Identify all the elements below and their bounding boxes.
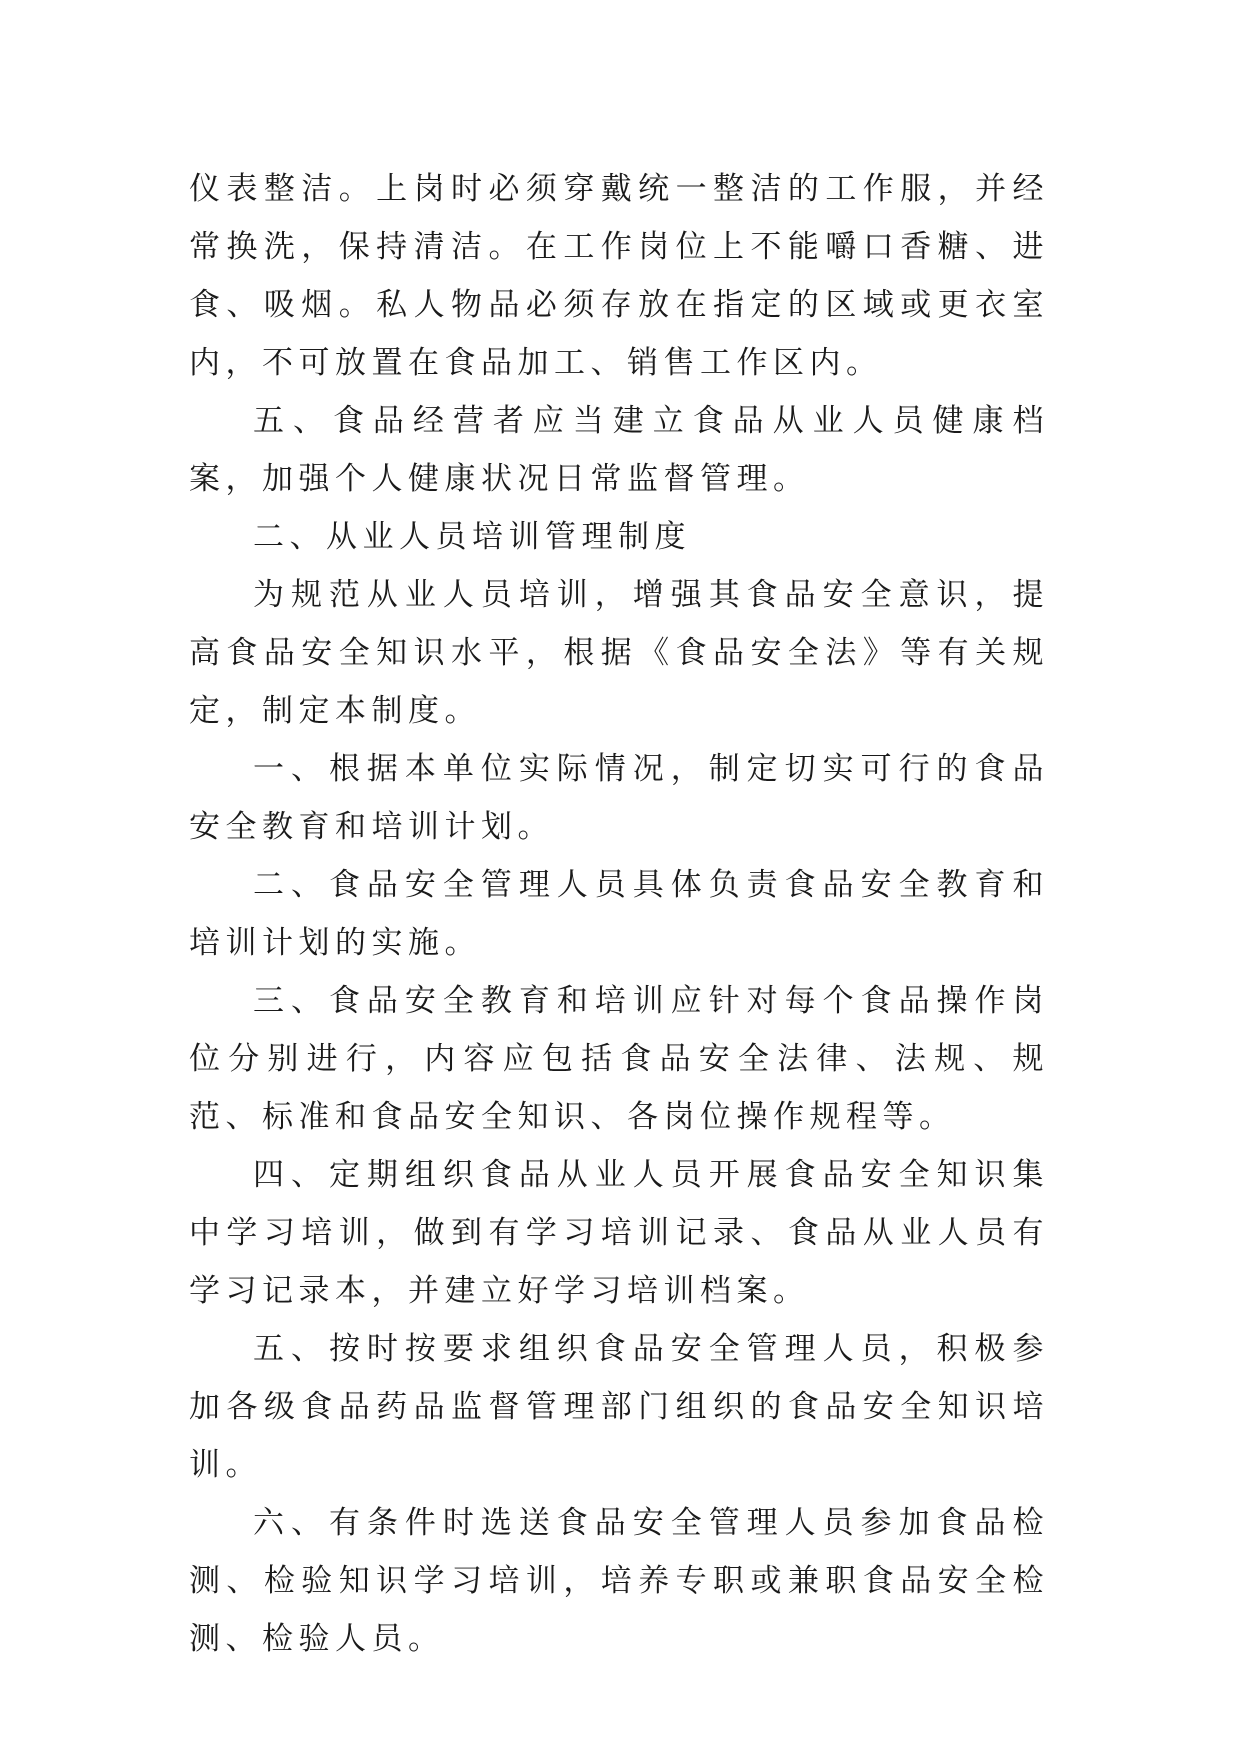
paragraph-training-purpose: 为规范从业人员培训，增强其食品安全意识，提高食品安全知识水平，根据《食品安全法》等有关规定，制定本制度。 [189, 577, 1049, 729]
paragraph-item-5: 五、按时按要求组织食品安全管理人员，积极参加各级食品药品监督管理部门组织的食品安全知识培训。 [189, 1331, 1049, 1483]
paragraph-item-2: 二、食品安全管理人员具体负责食品安全教育和培训计划的实施。 [189, 867, 1049, 961]
paragraph-health-records: 五、食品经营者应当建立食品从业人员健康档案，加强个人健康状况日常监督管理。 [189, 403, 1049, 497]
document-body [189, 160, 1049, 1668]
section-heading-training-system: 二、从业人员培训管理制度 [253, 519, 691, 555]
paragraph-item-6: 六、有条件时选送食品安全管理人员参加食品检测、检验知识学习培训，培养专职或兼职食品安全检测、检验人员。 [189, 1505, 1049, 1657]
paragraph-item-3: 三、食品安全教育和培训应针对每个食品操作岗位分别进行，内容应包括食品安全法律、法规、规范、标准和食品安全知识、各岗位操作规程等。 [189, 983, 1049, 1135]
paragraph-item-4: 四、定期组织食品从业人员开展食品安全知识集中学习培训，做到有学习培训记录、食品从业人员有学习记录本，并建立好学习培训档案。 [189, 1157, 1049, 1309]
paragraph-item-1: 一、根据本单位实际情况，制定切实可行的食品安全教育和培训计划。 [189, 751, 1049, 845]
paragraph-continuation: 仪表整洁。上岗时必须穿戴统一整洁的工作服，并经常换洗，保持清洁。在工作岗位上不能嚼口香糖、进食、吸烟。私人物品必须存放在指定的区域或更衣室内，不可放置在食品加工、销售工作区内。 [189, 171, 1049, 381]
